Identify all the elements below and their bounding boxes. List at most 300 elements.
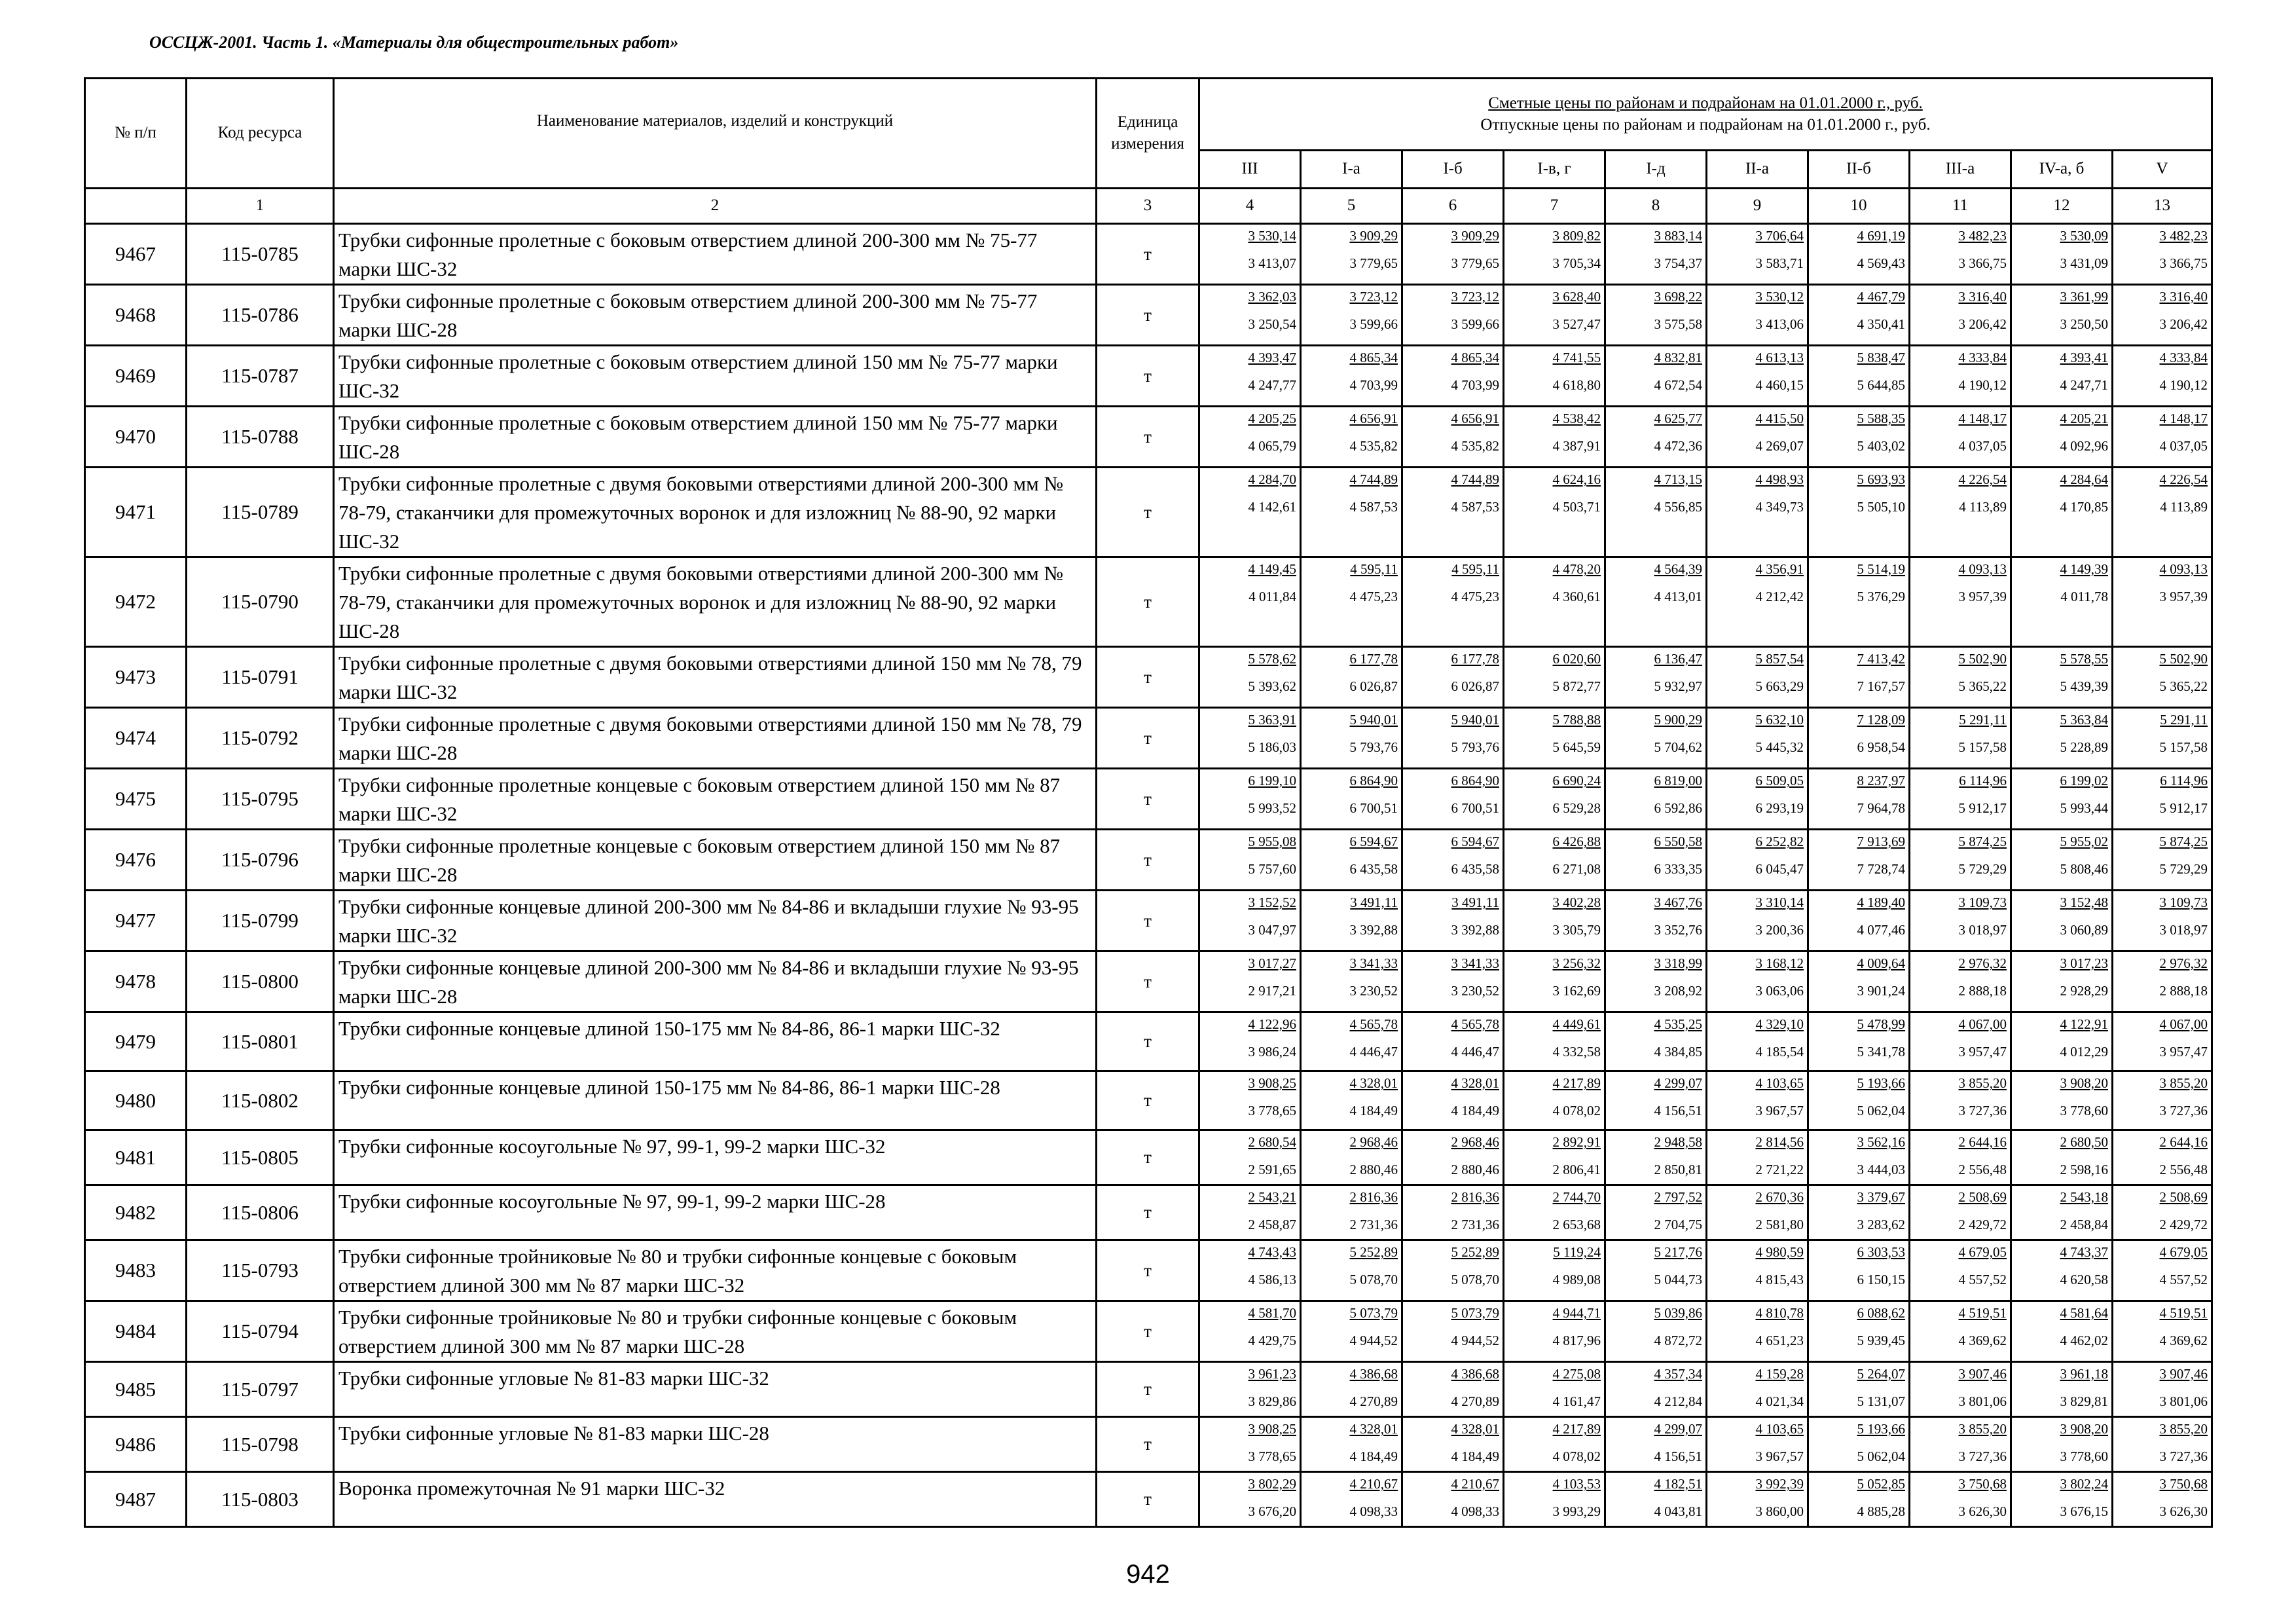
release-price: 2 556,48 — [1958, 1162, 2007, 1177]
price-cell — [1402, 1012, 1504, 1071]
table-row — [85, 285, 2212, 346]
price-cell — [1199, 1301, 1301, 1362]
table-row — [85, 951, 2212, 1012]
release-price: 4 462,02 — [2060, 1333, 2108, 1348]
price-cell — [1504, 407, 1605, 468]
estimate-price: 4 189,40 — [1857, 895, 1905, 910]
estimate-price: 3 908,20 — [2060, 1075, 2108, 1091]
price-cell — [1504, 769, 1605, 830]
price-cell — [1808, 830, 1910, 891]
estimate-price: 4 415,50 — [1755, 411, 1804, 426]
estimate-price: 5 693,93 — [1857, 471, 1905, 487]
resource-code: 115-0798 — [187, 1417, 334, 1472]
price-cell — [1301, 285, 1402, 346]
estimate-price: 3 961,23 — [1248, 1366, 1296, 1382]
estimate-price: 2 543,18 — [2060, 1189, 2108, 1205]
release-price: 2 591,65 — [1248, 1162, 1296, 1177]
estimate-price: 4 328,01 — [1349, 1075, 1398, 1091]
release-price: 4 092,96 — [2060, 438, 2108, 454]
estimate-price: 4 449,61 — [1552, 1016, 1601, 1032]
row-number: 9482 — [85, 1185, 187, 1240]
price-cell — [1301, 1362, 1402, 1417]
price-cell — [1402, 891, 1504, 951]
price-cell — [1707, 708, 1808, 769]
price-cell — [2011, 346, 2113, 407]
row-number: 9472 — [85, 557, 187, 647]
price-cell — [2011, 468, 2113, 557]
release-price: 3 366,75 — [1958, 255, 2007, 271]
estimate-price: 2 814,56 — [1755, 1134, 1804, 1150]
price-cell — [1504, 1071, 1605, 1130]
release-price: 4 349,73 — [1755, 499, 1804, 515]
estimate-price: 2 968,46 — [1349, 1134, 1398, 1150]
material-name: Трубки сифонные пролетные с двумя боковыми отверстиями длиной 200-300 мм № 78-79, стаканчики для промежуточных воронок и для изложниц № 88-90, 92 марки ШС-28 — [334, 557, 1097, 647]
table-row — [85, 1071, 2212, 1130]
release-price: 4 557,52 — [2159, 1272, 2208, 1287]
release-price: 3 047,97 — [1248, 922, 1296, 938]
estimate-price: 4 519,51 — [1958, 1305, 2007, 1321]
table-row — [85, 346, 2212, 407]
price-cell — [1707, 1362, 1808, 1417]
release-price: 2 880,46 — [1451, 1162, 1499, 1177]
release-price: 3 444,03 — [1857, 1162, 1905, 1177]
price-cell — [1707, 1012, 1808, 1071]
release-price: 4 944,52 — [1451, 1333, 1499, 1348]
estimate-price: 4 284,70 — [1248, 471, 1296, 487]
estimate-price: 5 073,79 — [1349, 1305, 1398, 1321]
release-price: 3 801,06 — [1958, 1393, 2007, 1409]
material-name: Трубки сифонные пролетные концевые с боковым отверстием длиной 150 мм № 87 марки ШС-28 — [334, 830, 1097, 891]
estimate-price: 4 149,45 — [1248, 561, 1296, 577]
release-price: 3 705,34 — [1552, 255, 1601, 271]
estimate-price: 3 109,73 — [1958, 895, 2007, 910]
price-cell — [2113, 1362, 2212, 1417]
row-number: 9484 — [85, 1301, 187, 1362]
estimate-price: 3 467,76 — [1654, 895, 1702, 910]
release-price: 4 078,02 — [1552, 1449, 1601, 1464]
estimate-price: 4 356,91 — [1755, 561, 1804, 577]
price-cell — [1402, 468, 1504, 557]
estimate-price: 2 976,32 — [2159, 955, 2208, 971]
price-cell — [2011, 1417, 2113, 1472]
estimate-price: 4 329,10 — [1755, 1016, 1804, 1032]
estimate-price: 4 148,17 — [2159, 411, 2208, 426]
release-price: 5 439,39 — [2060, 678, 2108, 694]
estimate-price: 6 114,96 — [2160, 773, 2208, 788]
table-row — [85, 1301, 2212, 1362]
release-price: 4 944,52 — [1349, 1333, 1398, 1348]
release-price: 2 888,18 — [1958, 983, 2007, 999]
column-number: 12 — [2011, 189, 2113, 224]
price-cell — [1199, 830, 1301, 891]
price-cell — [1910, 769, 2011, 830]
price-cell — [1301, 769, 1402, 830]
price-cell — [1504, 647, 1605, 708]
price-cell — [2011, 1472, 2113, 1527]
price-cell — [1605, 285, 1707, 346]
estimate-price: 3 256,32 — [1552, 955, 1601, 971]
estimate-price: 2 892,91 — [1552, 1134, 1601, 1150]
estimate-price: 3 908,20 — [2060, 1421, 2108, 1437]
table-body — [85, 224, 2212, 1527]
estimate-price: 2 948,58 — [1654, 1134, 1702, 1150]
material-name: Трубки сифонные концевые длиной 150-175 мм № 84-86, 86-1 марки ШС-32 — [334, 1012, 1097, 1071]
region-header: I-в, г — [1504, 151, 1605, 189]
estimate-price: 4 093,13 — [2159, 561, 2208, 577]
estimate-price: 3 310,14 — [1755, 895, 1804, 910]
table-row — [85, 647, 2212, 708]
price-cell — [2113, 468, 2212, 557]
resource-code: 115-0796 — [187, 830, 334, 891]
release-price: 2 429,72 — [2159, 1217, 2208, 1232]
release-price: 2 653,68 — [1552, 1217, 1601, 1232]
price-cell — [2113, 1012, 2212, 1071]
row-number: 9469 — [85, 346, 187, 407]
estimate-price: 6 690,24 — [1552, 773, 1601, 788]
price-cell — [1301, 1417, 1402, 1472]
estimate-price: 3 491,11 — [1451, 895, 1499, 910]
column-number — [85, 189, 187, 224]
price-cell — [1808, 1240, 1910, 1301]
price-cell — [1301, 557, 1402, 647]
price-cell — [1402, 951, 1504, 1012]
estimate-price: 3 706,64 — [1755, 228, 1804, 244]
price-cell — [1402, 224, 1504, 285]
release-price: 3 575,58 — [1654, 316, 1702, 332]
price-cell — [1808, 708, 1910, 769]
estimate-price: 4 980,59 — [1755, 1244, 1804, 1260]
estimate-price: 6 136,47 — [1654, 651, 1702, 667]
estimate-price: 3 698,22 — [1654, 289, 1702, 304]
release-price: 3 206,42 — [2159, 316, 2208, 332]
estimate-price: 5 857,54 — [1755, 651, 1804, 667]
estimate-price: 6 303,53 — [1857, 1244, 1905, 1260]
material-name: Трубки сифонные угловые № 81-83 марки ШС-28 — [334, 1417, 1097, 1472]
release-price: 2 458,87 — [1248, 1217, 1296, 1232]
material-name: Трубки сифонные пролетные с боковым отверстием длиной 200-300 мм № 75-77 марки ШС-28 — [334, 285, 1097, 346]
release-price: 5 393,62 — [1248, 678, 1296, 694]
price-cell — [1504, 346, 1605, 407]
header-name: Наименование материалов, изделий и конструкций — [334, 79, 1097, 189]
release-price: 7 728,74 — [1857, 861, 1905, 877]
price-cell — [1402, 647, 1504, 708]
release-price: 5 157,58 — [1958, 739, 2007, 755]
release-price: 5 912,17 — [2159, 800, 2208, 816]
column-number: 2 — [334, 189, 1097, 224]
estimate-price: 2 744,70 — [1552, 1189, 1601, 1205]
price-cell — [1707, 647, 1808, 708]
estimate-price: 3 907,46 — [2159, 1366, 2208, 1382]
estimate-price: 2 644,16 — [1958, 1134, 2007, 1150]
release-price: 5 062,04 — [1857, 1449, 1905, 1464]
estimate-price: 4 744,89 — [1451, 471, 1499, 487]
release-price: 4 113,89 — [1959, 499, 2007, 515]
unit-of-measure: т — [1097, 468, 1199, 557]
release-price: 4 190,12 — [2159, 377, 2208, 393]
release-price: 4 350,41 — [1857, 316, 1905, 332]
release-price: 3 778,60 — [2060, 1449, 2108, 1464]
resource-code: 115-0797 — [187, 1362, 334, 1417]
table-row — [85, 708, 2212, 769]
estimate-price: 2 816,36 — [1349, 1189, 1398, 1205]
release-price: 3 352,76 — [1654, 922, 1702, 938]
release-price: 3 413,06 — [1755, 316, 1804, 332]
price-cell — [1301, 1472, 1402, 1527]
price-cell — [1808, 1417, 1910, 1472]
estimate-price: 3 562,16 — [1857, 1134, 1905, 1150]
estimate-price: 3 402,28 — [1552, 895, 1601, 910]
price-cell — [1605, 1130, 1707, 1185]
release-price: 4 703,99 — [1349, 377, 1398, 393]
price-cell — [1707, 407, 1808, 468]
release-price: 6 026,87 — [1451, 678, 1499, 694]
price-cell — [1301, 708, 1402, 769]
estimate-price: 5 193,66 — [1857, 1075, 1905, 1091]
price-cell — [1808, 557, 1910, 647]
price-cell — [1402, 407, 1504, 468]
price-cell — [1605, 557, 1707, 647]
price-cell — [2011, 224, 2113, 285]
header-estimate-prices: Сметные цены по районам и подрайонам на 01.01.2000 г., руб. — [1488, 94, 1923, 112]
resource-code: 115-0791 — [187, 647, 334, 708]
estimate-price: 3 530,14 — [1248, 228, 1296, 244]
row-number: 9476 — [85, 830, 187, 891]
price-cell — [1199, 468, 1301, 557]
estimate-price: 3 482,23 — [1958, 228, 2007, 244]
estimate-price: 4 565,78 — [1349, 1016, 1398, 1032]
table-row — [85, 1417, 2212, 1472]
estimate-price: 4 478,20 — [1552, 561, 1601, 577]
estimate-price: 3 750,68 — [1958, 1476, 2007, 1492]
estimate-price: 5 588,35 — [1857, 411, 1905, 426]
release-price: 4 043,81 — [1654, 1504, 1702, 1519]
estimate-price: 2 508,69 — [2159, 1189, 2208, 1205]
estimate-price: 2 543,21 — [1248, 1189, 1296, 1205]
release-price: 6 026,87 — [1349, 678, 1398, 694]
estimate-price: 4 205,21 — [2060, 411, 2108, 426]
release-price: 4 212,42 — [1755, 589, 1804, 604]
estimate-price: 4 624,16 — [1552, 471, 1601, 487]
price-cell — [1402, 1240, 1504, 1301]
release-price: 3 018,97 — [1958, 922, 2007, 938]
estimate-price: 5 514,19 — [1857, 561, 1905, 577]
estimate-price: 4 564,39 — [1654, 561, 1702, 577]
price-cell — [2113, 1417, 2212, 1472]
price-cell — [1199, 1362, 1301, 1417]
price-cell — [1707, 1240, 1808, 1301]
estimate-price: 2 644,16 — [2159, 1134, 2208, 1150]
document-header: ОССЦЖ-2001. Часть 1. «Материалы для общестроительных работ» — [149, 33, 679, 52]
estimate-price: 5 874,25 — [2159, 834, 2208, 849]
estimate-price: 6 594,67 — [1451, 834, 1499, 849]
release-price: 5 186,03 — [1248, 739, 1296, 755]
release-price: 5 445,32 — [1755, 739, 1804, 755]
estimate-price: 4 625,77 — [1654, 411, 1702, 426]
release-price: 3 208,92 — [1654, 983, 1702, 999]
estimate-price: 4 067,00 — [1958, 1016, 2007, 1032]
row-number: 9477 — [85, 891, 187, 951]
price-cell — [2011, 647, 2113, 708]
release-price: 3 901,24 — [1857, 983, 1905, 999]
price-cell — [1605, 1301, 1707, 1362]
release-price: 2 880,46 — [1349, 1162, 1398, 1177]
release-price: 5 808,46 — [2060, 861, 2108, 877]
release-price: 4 332,58 — [1552, 1044, 1601, 1060]
estimate-price: 4 009,64 — [1857, 955, 1905, 971]
table-row — [85, 1240, 2212, 1301]
release-price: 4 098,33 — [1451, 1504, 1499, 1519]
estimate-price: 3 907,46 — [1958, 1366, 2007, 1382]
row-number: 9475 — [85, 769, 187, 830]
price-cell — [2011, 951, 2113, 1012]
estimate-price: 5 940,01 — [1349, 712, 1398, 728]
estimate-price: 4 103,65 — [1755, 1075, 1804, 1091]
price-cell — [1199, 346, 1301, 407]
price-cell — [1910, 1185, 2011, 1240]
table-row — [85, 891, 2212, 951]
price-cell — [1301, 1301, 1402, 1362]
estimate-price: 6 199,10 — [1248, 773, 1296, 788]
column-number: 3 — [1097, 189, 1199, 224]
estimate-price: 4 275,08 — [1552, 1366, 1601, 1382]
price-cell — [1707, 346, 1808, 407]
price-cell — [2113, 346, 2212, 407]
release-price: 4 184,49 — [1349, 1449, 1398, 1464]
price-cell — [1199, 951, 1301, 1012]
price-cell — [1199, 891, 1301, 951]
release-price: 5 729,29 — [2159, 861, 2208, 877]
region-header: I-а — [1301, 151, 1402, 189]
price-cell — [1605, 951, 1707, 1012]
column-number: 7 — [1504, 189, 1605, 224]
estimate-price: 3 341,33 — [1451, 955, 1499, 971]
estimate-price: 4 581,70 — [1248, 1305, 1296, 1321]
price-cell — [1910, 1417, 2011, 1472]
column-number: 9 — [1707, 189, 1808, 224]
release-price: 3 626,30 — [2159, 1504, 2208, 1519]
price-cell — [2113, 1301, 2212, 1362]
release-price: 5 704,62 — [1654, 739, 1702, 755]
release-price: 3 967,57 — [1755, 1449, 1804, 1464]
row-number: 9470 — [85, 407, 187, 468]
release-price: 4 387,91 — [1552, 438, 1601, 454]
price-cell — [2113, 1071, 2212, 1130]
table-row — [85, 407, 2212, 468]
material-name: Трубки сифонные тройниковые № 80 и трубки сифонные концевые с боковым отверстием длиной 300 мм № 87 марки ШС-28 — [334, 1301, 1097, 1362]
release-price: 7 167,57 — [1857, 678, 1905, 694]
material-name: Трубки сифонные концевые длиной 150-175 мм № 84-86, 86-1 марки ШС-28 — [334, 1071, 1097, 1130]
table-row — [85, 1362, 2212, 1417]
resource-code: 115-0806 — [187, 1185, 334, 1240]
release-price: 6 700,51 — [1349, 800, 1398, 816]
release-price: 3 778,65 — [1248, 1103, 1296, 1118]
release-price: 3 283,62 — [1857, 1217, 1905, 1232]
price-cell — [1504, 1362, 1605, 1417]
release-price: 3 676,15 — [2060, 1504, 2108, 1519]
column-number: 1 — [187, 189, 334, 224]
price-cell — [1301, 1012, 1402, 1071]
estimate-price: 5 193,66 — [1857, 1421, 1905, 1437]
release-price: 4 098,33 — [1349, 1504, 1398, 1519]
price-cell — [1808, 769, 1910, 830]
price-cell — [1402, 1362, 1504, 1417]
price-cell — [1199, 1185, 1301, 1240]
release-price: 3 583,71 — [1755, 255, 1804, 271]
release-price: 4 620,58 — [2060, 1272, 2108, 1287]
price-cell — [1707, 830, 1808, 891]
price-cell — [1199, 1071, 1301, 1130]
release-price: 3 162,69 — [1552, 983, 1601, 999]
estimate-price: 5 578,55 — [2060, 651, 2108, 667]
unit-of-measure: т — [1097, 557, 1199, 647]
table-row — [85, 557, 2212, 647]
price-cell — [1707, 285, 1808, 346]
material-name: Трубки сифонные пролетные с боковым отверстием длиной 200-300 мм № 75-77 марки ШС-32 — [334, 224, 1097, 285]
release-price: 5 932,97 — [1654, 678, 1702, 694]
estimate-price: 3 855,20 — [1958, 1075, 2007, 1091]
unit-of-measure: т — [1097, 1417, 1199, 1472]
price-cell — [1808, 468, 1910, 557]
estimate-price: 4 656,91 — [1349, 411, 1398, 426]
price-cell — [1605, 407, 1707, 468]
price-cell — [1301, 1130, 1402, 1185]
release-price: 4 185,54 — [1755, 1044, 1804, 1060]
release-price: 3 206,42 — [1958, 316, 2007, 332]
table-row — [85, 769, 2212, 830]
price-cell — [1504, 1012, 1605, 1071]
release-price: 5 157,58 — [2159, 739, 2208, 755]
price-cell — [1402, 1185, 1504, 1240]
price-cell — [2011, 557, 2113, 647]
estimate-price: 4 148,17 — [1958, 411, 2007, 426]
estimate-price: 6 864,90 — [1349, 773, 1398, 788]
price-cell — [1402, 1417, 1504, 1472]
estimate-price: 3 809,82 — [1552, 228, 1601, 244]
price-cell — [1199, 407, 1301, 468]
price-cell — [1910, 1472, 2011, 1527]
release-price: 4 369,62 — [1958, 1333, 2007, 1348]
estimate-price: 3 855,20 — [1958, 1421, 2007, 1437]
release-price: 3 676,20 — [1248, 1504, 1296, 1519]
release-price: 4 360,61 — [1552, 589, 1601, 604]
price-cell — [1301, 224, 1402, 285]
price-cell — [1402, 1130, 1504, 1185]
price-cell — [2113, 407, 2212, 468]
price-cell — [1707, 1472, 1808, 1527]
release-price: 5 365,22 — [1958, 678, 2007, 694]
price-cell — [2011, 1240, 2113, 1301]
estimate-price: 5 502,90 — [1958, 651, 2007, 667]
estimate-price: 3 961,18 — [2060, 1366, 2108, 1382]
price-cell — [2113, 769, 2212, 830]
estimate-price: 4 581,64 — [2060, 1305, 2108, 1321]
release-price: 3 250,50 — [2060, 316, 2108, 332]
release-price: 4 460,15 — [1755, 377, 1804, 393]
table-row — [85, 468, 2212, 557]
row-number: 9487 — [85, 1472, 187, 1527]
release-price: 3 957,39 — [1958, 589, 2007, 604]
row-number: 9474 — [85, 708, 187, 769]
estimate-price: 4 691,19 — [1857, 228, 1905, 244]
price-cell — [1504, 708, 1605, 769]
price-cell — [1808, 647, 1910, 708]
estimate-price: 3 992,39 — [1755, 1476, 1804, 1492]
price-cell — [1301, 407, 1402, 468]
estimate-price: 6 594,67 — [1349, 834, 1398, 849]
estimate-price: 3 530,12 — [1755, 289, 1804, 304]
price-cell — [2011, 708, 2113, 769]
estimate-price: 4 284,64 — [2060, 471, 2108, 487]
